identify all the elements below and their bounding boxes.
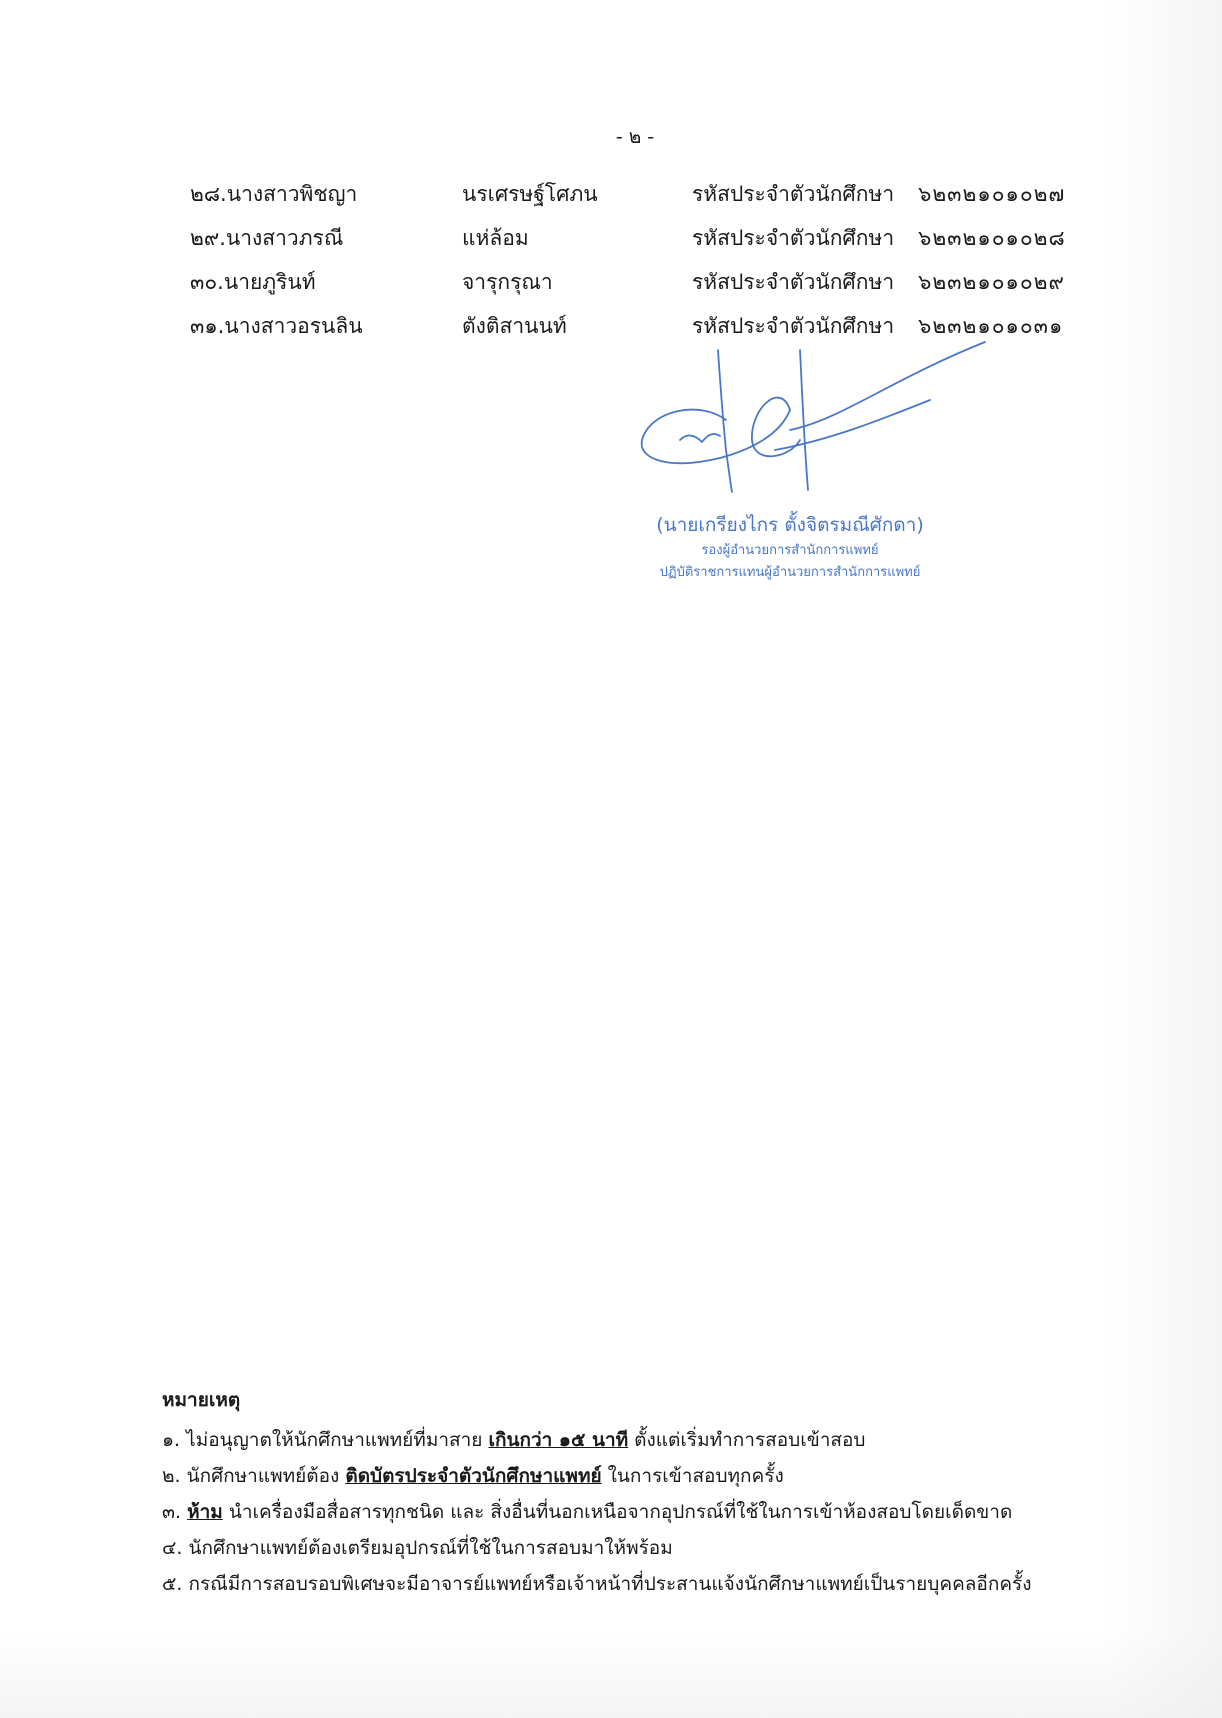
remark-text: ๑. ไม่อนุญาตให้นักศึกษาแพทย์ที่มาสาย [162, 1429, 489, 1451]
student-surname: ตังติสานนท์ [462, 314, 567, 338]
remarks-heading: หมายเหตุ [162, 1389, 241, 1411]
student-surname: จารุกรุณา [462, 270, 553, 294]
remark-emphasis: ติดบัตรประจำตัวนักศึกษาแพทย์ [345, 1465, 602, 1487]
student-id-number: ๖๒๓๒๑๐๑๐๒๙ [918, 270, 1065, 294]
scan-edge-shading [1102, 0, 1222, 1718]
remark-item [162, 1497, 1162, 1533]
remark-text: ตั้งแต่เริ่มทำการสอบเข้าสอบ [628, 1429, 866, 1451]
student-name: ๒๘.นางสาวพิชญา [190, 182, 358, 206]
remark-text: นำเครื่องมือสื่อสารทุกชนิด และ สิ่งอื่นที่นอกเหนือจากอุปกรณ์ที่ใช้ในการเข้าห้องสอบโดยเด็ดขาด [222, 1501, 1013, 1523]
student-name: ๒๙.นางสาวภรณี [190, 226, 344, 250]
student-id-number: ๖๒๓๒๑๐๑๐๒๗ [918, 182, 1066, 206]
student-row [0, 178, 1222, 222]
remark-text: ๔. นักศึกษาแพทย์ต้องเตรียมอุปกรณ์ที่ใช้ในการสอบมาให้พร้อม [162, 1537, 673, 1559]
student-id-label: รหัสประจำตัวนักศึกษา [692, 226, 895, 250]
student-surname: แห่ล้อม [462, 226, 529, 250]
student-row [0, 266, 1222, 310]
remark-emphasis: เกินกว่า ๑๕ นาที [488, 1429, 629, 1451]
remark-item [162, 1461, 1162, 1497]
remark-item [162, 1569, 1162, 1605]
student-name: ๓๐.นายภูรินท์ [190, 270, 316, 294]
student-row [0, 310, 1222, 354]
scan-bottom-shading [0, 1628, 1222, 1718]
signatory-block [630, 510, 950, 584]
student-surname: นรเศรษฐ์โศภน [462, 182, 598, 206]
remark-text: ๓. [162, 1501, 188, 1523]
remark-item [162, 1533, 1162, 1569]
remark-text: ๕. กรณีมีการสอบรอบพิเศษจะมีอาจารย์แพทย์หรือเจ้าหน้าที่ประสานแจ้งนักศึกษาแพทย์เป็นรายบุคคลอีกครั้ง [162, 1573, 1032, 1595]
student-list [0, 178, 1222, 354]
signatory-position: รองผู้อำนวยการสำนักการแพทย์ [701, 543, 879, 558]
remark-text: ในการเข้าสอบทุกครั้ง [601, 1465, 784, 1487]
student-id-label: รหัสประจำตัวนักศึกษา [692, 270, 895, 294]
remark-emphasis: ห้าม [187, 1501, 223, 1523]
page-number: - ๒ - [615, 126, 655, 148]
signatory-name: (นายเกรียงไกร ตั้งจิตรมณีศักดา) [656, 514, 924, 536]
student-id-label: รหัสประจำตัวนักศึกษา [692, 314, 895, 338]
remark-item [162, 1425, 1162, 1461]
remarks-section [162, 1385, 1162, 1605]
signatory-acting-position: ปฏิบัติราชการแทนผู้อำนวยการสำนักการแพทย์ [659, 565, 921, 580]
student-row [0, 222, 1222, 266]
student-id-number: ๖๒๓๒๑๐๑๐๒๘ [918, 226, 1066, 250]
student-id-label: รหัสประจำตัวนักศึกษา [692, 182, 895, 206]
remark-text: ๒. นักศึกษาแพทย์ต้อง [162, 1465, 346, 1487]
handwritten-signature [640, 340, 1020, 510]
student-name: ๓๑.นางสาวอรนลิน [190, 314, 363, 338]
student-id-number: ๖๒๓๒๑๐๑๐๓๑ [918, 314, 1064, 338]
